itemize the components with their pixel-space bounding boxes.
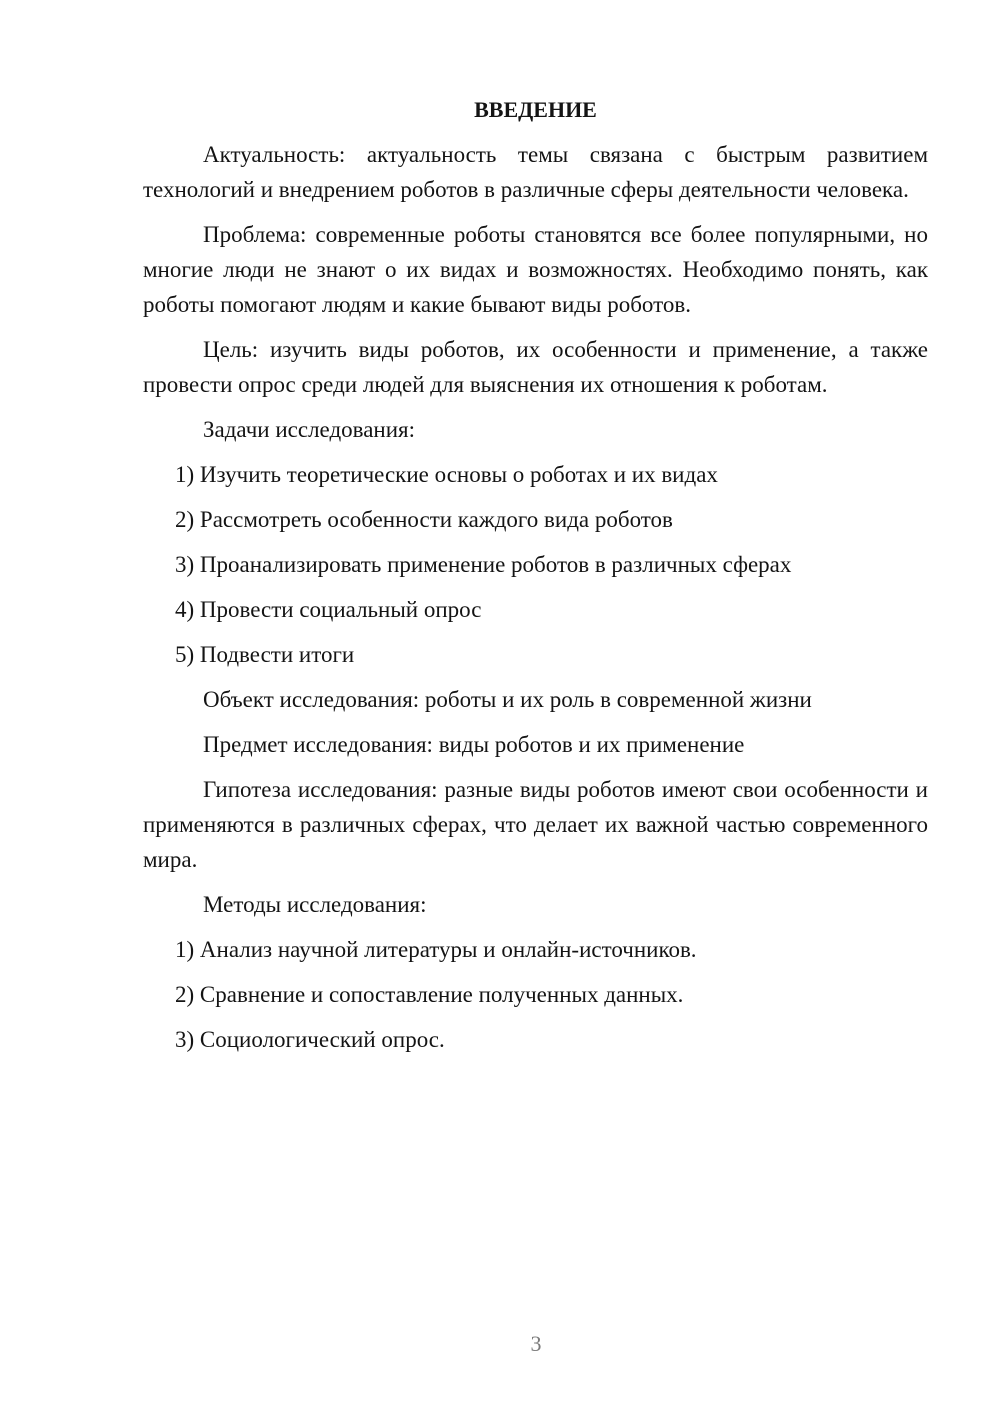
hypothesis-paragraph: Гипотеза исследования: разные виды роботов имеют свои особенности и применяются в различных сферах, что делает их важной частью современного мира. [143,777,928,872]
method-item: 2) Сравнение и сопоставление полученных данных. [175,982,684,1007]
task-item: 2) Рассмотреть особенности каждого вида роботов [175,507,673,532]
page-number: 3 [530,1331,542,1356]
document-page [143,92,928,1067]
method-item: 3) Социологический опрос. [175,1027,445,1052]
subject-line: Предмет исследования: виды роботов и их применение [203,732,745,757]
task-item: 3) Проанализировать применение роботов в различных сферах [175,552,792,577]
task-item: 5) Подвести итоги [175,642,355,667]
task-item: 1) Изучить теоретические основы о роботах и их видах [175,462,718,487]
methods-heading: Методы исследования: [203,892,427,917]
goal-paragraph: Цель: изучить виды роботов, их особенности и применение, а также провести опрос среди людей для выяснения их отношения к роботам. [143,337,928,397]
tasks-heading: Задачи исследования: [203,417,416,442]
relevance-paragraph: Актуальность: актуальность темы связана с быстрым развитием технологий и внедрением роботов в различные сферы деятельности человека. [143,142,928,202]
task-item: 4) Провести социальный опрос [175,597,482,622]
object-line: Объект исследования: роботы и их роль в современной жизни [203,687,812,712]
problem-paragraph: Проблема: современные роботы становятся все более популярными, но многие люди не знают о их видах и возможностях. Необходимо понять, как роботы помогают людям и какие бывают виды роботов. [143,222,928,317]
method-item: 1) Анализ научной литературы и онлайн-источников. [175,937,697,962]
page-title: ВВЕДЕНИЕ [474,97,597,122]
